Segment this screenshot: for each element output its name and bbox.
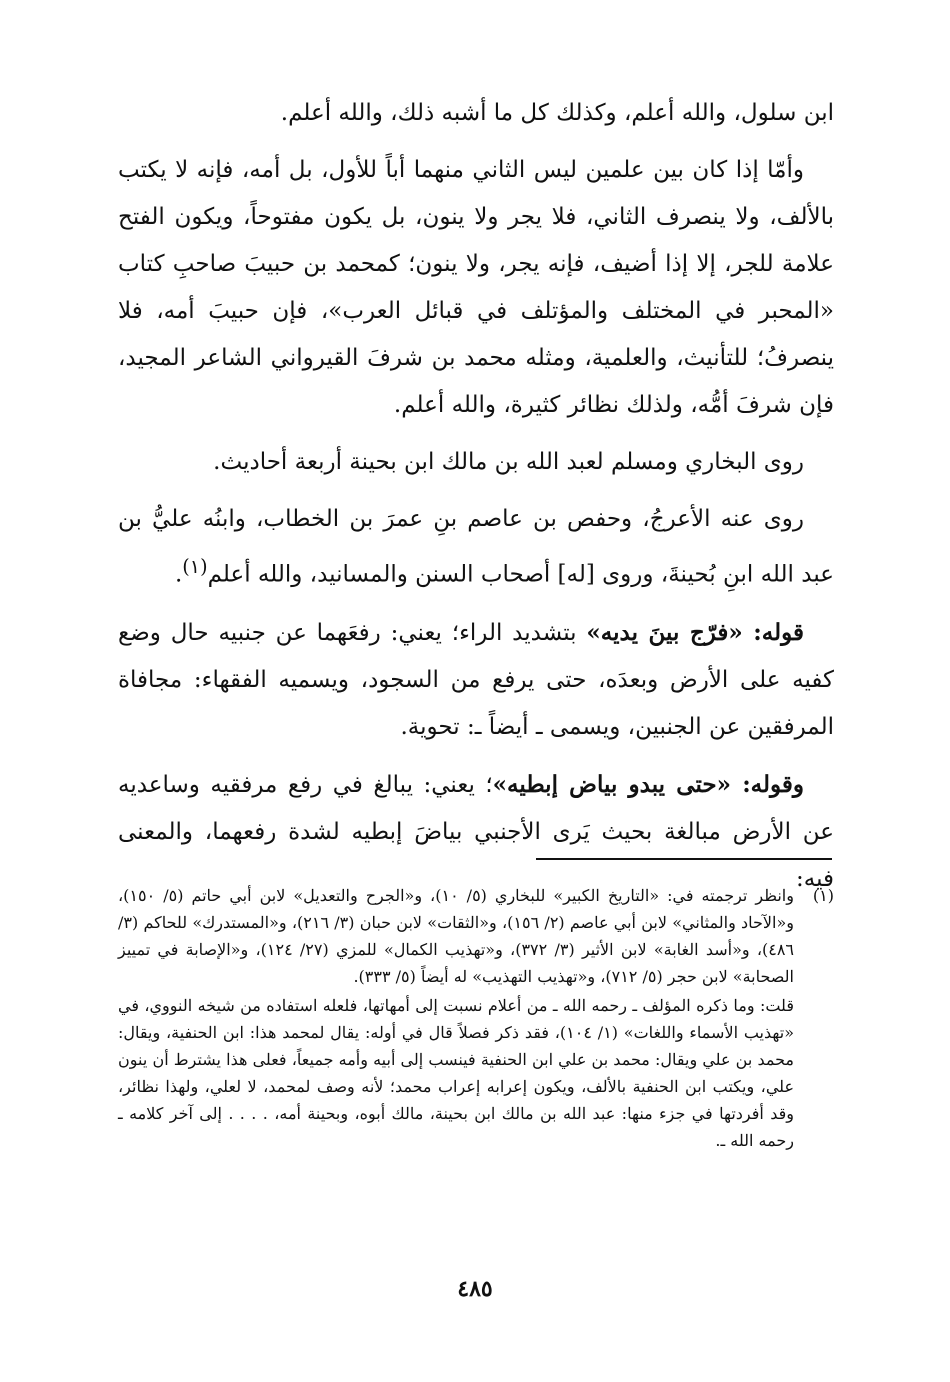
paragraph-4-text: روى عنه الأعرجُ، وحفص بن عاصم بنِ عمرَ بن الخطاب، وابنُه عليُّ بن عبد الله ابنِ بُحينةَ، وروى [له] أصحاب السنن والمسانيد، والله أعلم [118,506,834,588]
footnote-1 [118,882,834,1154]
paragraph-2: وأمّا إذا كان بين علمين ليس الثاني منهما أباً للأول، بل أمه، فإنه لا يكتب بالألف، ولا ينصرف الثاني، فلا يجر ولا ينون، بل يكون مفتوحاً، ويكون الفتح علامة للجر، إلا إذا أضيف، فإنه يجر، ولا ينون؛ كمحمد بن حبيبَ صاحبِ كتاب «المحبر في المختلف والمؤتلف في قبائل العرب»، فإن حبيبَ أمه، فلا ينصرفُ؛ للتأنيث، والعلمية، ومثله محمد بن شرفَ القيرواني الشاعر المجيد، فإن شرفَ أمُّه، ولذلك نظائر كثيرة، والله أعلم. [118,157,834,418]
paragraph-6-text: ؛ يعني: يبالغ في رفع مرفقيه وساعديه عن الأرض مبالغة بحيث يَرى الأجنبي بياضَ إبطيه لشدة رفعهما، والمعنى فيه: [118,771,834,892]
quote-2-lemma: وقوله: «حتى يبدو بياض إبطيه» [492,770,805,798]
paragraph-4 [118,496,834,599]
paragraph-1: ابن سلول، والله أعلم، وكذلك كل ما أشبه ذلك، والله أعلم. [280,100,834,126]
footnote-number: (١) [812,886,834,905]
page-number: ٤٨٥ [457,1276,493,1302]
footnote-paragraph-2: قلت: وما ذكره المؤلف ـ رحمه الله ـ من أعلام نسبت إلى أمهاتها، فلعله استفاده من شيخه النووي، في «تهذيب الأسماء واللغات» (١/ ١٠٤)، فقد ذكر فصلاً قال في أوله: يقال لمحمد هذا: ابن الحنفية، ويقال: محمد بن علي ويقال: محمد بن علي ابن الحنفية فينسب إلى أبيه وأمه جميعاً، فعلى هذا يشترط أن ينون علي، ويكتب ابن الحنفية بالألف، ويكون إعرابه إعراب محمد؛ لأنه وصف لمحمد، لا لعلي، ولهذا نظائر، وقد أفردتها في جزء منها: عبد الله بن مالك ابن بحينة، مالك أبوه، وبحينة أمه، . . . . إلى آخر كلامه ـ رحمه الله ـ. [118,996,794,1150]
footnote-reference[interactable]: (١) [182,555,208,578]
paragraph-5-text: بتشديد الراء؛ يعني: رفعَهما عن جنبيه حال وضع كفيه على الأرض وبعدَه، حتى يرفع من السجود، ويسميه الفقهاء: مجافاة المرفقين عن الجنبين، ويسمى ـ أيضاً ـ: تحوية. [118,619,834,740]
footnote-body [118,882,794,1154]
footnote-divider [536,858,832,860]
main-text [118,90,834,903]
footnotes [118,882,834,1154]
footnote-paragraph-1: وانظر ترجمته في: «التاريخ الكبير» للبخاري (٥/ ١٠)، و«الجرح والتعديل» لابن أبي حاتم (٥/ ١٥٠)، و«الآحاد والمثاني» لابن أبي عاصم (٢/ ١٥٦)، و«الثقات» لابن حبان (٣/ ٢١٦)، و«المستدرك» للحاكم (٣/ ٤٨٦)، و«أسد الغابة» لابن الأثير (٣/ ٣٧٢)، و«تهذيب الكمال» للمزي (٢٧/ ١٢٤)، و«الإصابة في تمييز الصحابة» لابن حجر (٥/ ٧١٢)، و«تهذيب التهذيب» له أيضاً (٥/ ٣٣٣). [118,886,795,986]
paragraph-5 [118,609,834,751]
paragraph-4-end: . [174,561,183,588]
quote-1-lemma: قوله: «فرّج بينَ يديه» [586,618,804,646]
paragraph-3: روى البخاري ومسلم لعبد الله بن مالك ابن بحينة أربعة أحاديث. [213,449,804,475]
